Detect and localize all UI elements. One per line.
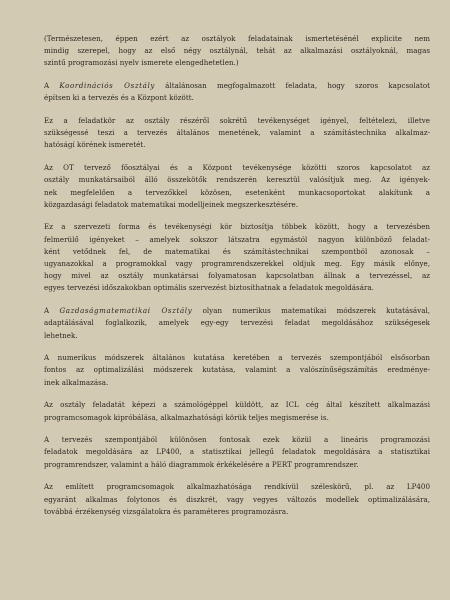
- text-line: [44, 258, 430, 270]
- paragraph: [44, 221, 430, 294]
- text-line: [44, 162, 430, 174]
- text-line: [44, 127, 430, 139]
- text-line: [44, 199, 430, 211]
- text-segment: általánosan megfogalmazott feladata, hogy szoros kapcsolatot: [154, 81, 431, 91]
- text-line: [44, 174, 430, 186]
- text-segment: ugyanazokkal a programokkal vagy programrendszerekkel oldjuk meg. Egy másik előnye,: [44, 259, 430, 269]
- text-segment: egyes tervezési időszakokban optimális szervezést biztosíthatnak a feladatok megoldására.: [44, 283, 374, 293]
- text-line: [44, 494, 430, 506]
- text-segment: osztály munkatársaiból álló összekötők rendszerén keresztül valósítjuk meg. Az igények-: [44, 175, 430, 185]
- paragraph: [44, 80, 430, 104]
- paragraph: [44, 481, 430, 518]
- department-name: Koordinációs Osztály: [59, 81, 155, 91]
- text-line: [44, 434, 430, 446]
- text-segment: inek alkalmazása.: [44, 377, 109, 387]
- text-segment: A tervezés szempontjából különösen fontosak ezek közül a lineáris programozási: [44, 435, 430, 445]
- text-line: [44, 317, 430, 329]
- paragraph: [44, 162, 430, 211]
- text-line: [44, 364, 430, 376]
- text-segment: lehetnek.: [44, 330, 78, 340]
- text-line: [44, 246, 430, 258]
- text-segment: mindig szerepel, hogy az első négy osztálynál, tehát az alkalmazási osztályoknál, magas: [44, 46, 430, 56]
- department-name: Gazdaságmatematikai Osztály: [59, 306, 193, 316]
- text-line: [44, 234, 430, 246]
- text-line: [44, 92, 430, 104]
- text-segment: A: [44, 306, 60, 316]
- text-segment: szükségessé teszi a tervezés általános menetének, valamint a számítástechnika alkalmaz-: [44, 128, 430, 138]
- text-line: [44, 45, 430, 57]
- text-segment: hatóságí körének ismeretét.: [44, 140, 146, 150]
- text-segment: feladatok megoldására az LP400, a statisztikai jellegű feladatok megoldására a statisztikai: [44, 447, 430, 457]
- text-segment: (Természetesen, éppen ezért az osztályok feladatainak ismertetésénél explicite nem: [44, 34, 430, 43]
- text-line: [44, 33, 430, 45]
- text-line: [44, 221, 430, 233]
- paragraph: [44, 33, 430, 70]
- paragraph: [44, 352, 430, 389]
- text-segment: közgazdasági feladatok matematikai modelljeinek megszerkesztésére.: [44, 199, 299, 209]
- text-segment: olyan numerikus matematikai módszerek kutatásával,: [192, 306, 431, 316]
- text-segment: szintű programozási nyelv ismerete elengedhetetlen.): [44, 58, 239, 68]
- text-segment: A: [44, 81, 60, 91]
- text-line: [44, 115, 430, 127]
- text-line: [44, 352, 430, 364]
- text-segment: hogy mivel az osztály munkatársai folyamatosan kapcsolatban állnak a tervezéssel, az: [44, 271, 430, 281]
- text-segment: építsen ki a tervezés és a Központ között.: [44, 93, 194, 103]
- text-segment: továbbá érzékenység vizsgálatokra és paraméteres programozásra.: [44, 506, 289, 516]
- text-line: [44, 446, 430, 458]
- text-segment: felmerülő igényeket – amelyek sokszor látszatra egymástól nagyon különböző feladat-: [44, 234, 430, 244]
- text-segment: Az említett programcsomagok alkalmazhatósága rendkívül széleskörű, pl. az LP400: [44, 482, 430, 492]
- text-segment: nek megfelelően a tervezőkkel közösen, esetenként munkacsoportokat alakítunk a: [44, 187, 430, 197]
- text-line: [44, 506, 430, 518]
- text-segment: programrendszer, valamint a háló diagrammok érkékelésére a PERT programrendszer.: [44, 459, 359, 469]
- text-line: [44, 412, 430, 424]
- text-segment: Az OT tervező főosztályai és a Központ tevékenysége közötti szoros kapcsolatot az: [44, 163, 430, 173]
- text-line: [44, 57, 430, 69]
- text-line: [44, 139, 430, 151]
- paragraph: [44, 115, 430, 152]
- text-line: [44, 330, 430, 342]
- text-line: [44, 399, 430, 411]
- text-segment: adaptálásával foglalkozik, amelyek egy-egy tervezési feladat megoldásához szükségesek: [44, 318, 430, 328]
- text-line: [44, 459, 430, 471]
- paragraph: [44, 434, 430, 471]
- text-segment: Az osztály feladatát képezi a számológéppel küldött, az ICL cég által készített alkalmazási: [44, 400, 430, 410]
- text-line: [44, 282, 430, 294]
- paragraph: [44, 399, 430, 423]
- text-line: [44, 80, 430, 92]
- text-segment: ként vetődnek fel, de matematikai és számítástechnikai szempontból azonosak –: [44, 246, 430, 256]
- text-line: [44, 377, 430, 389]
- text-line: [44, 481, 430, 493]
- text-segment: Ez a feladatkör az osztály részéről sokrétű tevékenységet igényel, feltételezi, illetve: [44, 116, 430, 126]
- text-line: [44, 305, 430, 317]
- text-line: [44, 270, 430, 282]
- paragraph: [44, 305, 430, 342]
- text-segment: programcsomagok kipróbálása, alkalmazhatósági körük teljes megismerése is.: [44, 412, 329, 422]
- text-segment: egyaránt alkalmas folytonos és diszkrét, vagy vegyes változós modellek optimalizálására,: [44, 494, 430, 504]
- text-segment: fontos az optimalizálási módszerek kutatása, valamint a valószínűségszámítás eredménye-: [44, 365, 430, 375]
- text-segment: Ez a szervezeti forma és tevékenységi kör biztosítja többek között, hogy a tervezésben: [44, 222, 430, 232]
- text-segment: A numerikus módszerek általános kutatása keretében a tervezés szempontjából elsősorban: [44, 353, 430, 363]
- text-line: [44, 187, 430, 199]
